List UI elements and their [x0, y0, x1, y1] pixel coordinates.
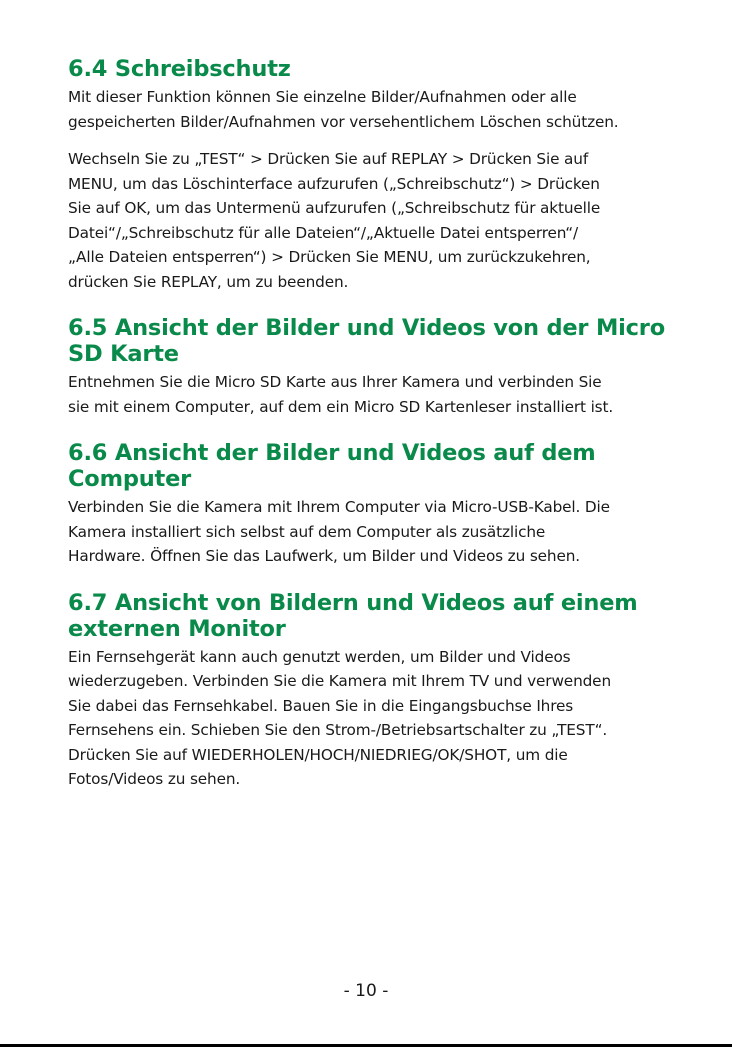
section-schreibschutz: [68, 56, 700, 294]
text-line: Fernsehens ein. Schieben Sie den Strom-/Betriebsartschalter zu „TEST“.: [68, 721, 608, 739]
text-line: Ein Fernsehgerät kann auch genutzt werden, um Bilder und Videos: [68, 647, 571, 666]
heading-line: 6.6 Ansicht der Bilder und Videos auf dem: [68, 440, 596, 466]
text-line: Sie dabei das Fernsehkabel. Bauen Sie in die Eingangsbuchse Ihres: [68, 696, 574, 715]
section-externer-monitor: [68, 590, 700, 792]
page-number: - 10 -: [343, 981, 389, 1001]
text-line: „Alle Dateien entsperren“) > Drücken Sie MENU, um zurückzukehren,: [68, 248, 591, 266]
paragraph: [68, 85, 700, 134]
section-heading: [68, 590, 700, 642]
heading-line: Computer: [68, 466, 192, 492]
text-line: Wechseln Sie zu „TEST“ > Drücken Sie auf REPLAY > Drücken Sie auf: [68, 150, 589, 168]
text-line: wiederzugeben. Verbinden Sie die Kamera mit Ihrem TV und verwenden: [68, 672, 611, 690]
section-heading: [68, 315, 700, 367]
heading-line: 6.4 Schreibschutz: [68, 56, 291, 82]
paragraph: [68, 645, 700, 792]
heading-line: SD Karte: [68, 341, 179, 367]
text-line: Verbinden Sie die Kamera mit Ihrem Computer via Micro-USB-Kabel. Die: [68, 498, 610, 516]
heading-line: 6.7 Ansicht von Bildern und Videos auf einem: [68, 589, 638, 616]
text-line: Entnehmen Sie die Micro SD Karte aus Ihrer Kamera und verbinden Sie: [68, 373, 602, 391]
text-line: Hardware. Öffnen Sie das Laufwerk, um Bilder und Videos zu sehen.: [68, 547, 580, 565]
text-line: sie mit einem Computer, auf dem ein Micro SD Kartenleser installiert ist.: [68, 397, 614, 416]
text-line: Kamera installiert sich selbst auf dem Computer als zusätzliche: [68, 522, 546, 541]
heading-line: 6.5 Ansicht der Bilder und Videos von der Micro: [68, 315, 665, 341]
text-line: drücken Sie REPLAY, um zu beenden.: [68, 272, 349, 291]
text-line: Drücken Sie auf WIEDERHOLEN/HOCH/NIEDRIEG/OK/SHOT, um die: [68, 745, 568, 764]
document-page: [68, 56, 700, 792]
text-line: Datei“/„Schreibschutz für alle Dateien“/„Aktuelle Datei entsperren“/: [68, 223, 578, 242]
paragraph: [68, 147, 700, 294]
heading-line: externen Monitor: [68, 615, 286, 642]
text-line: Sie auf OK, um das Untermenü aufzurufen („Schreibschutz für aktuelle: [68, 199, 601, 217]
section-computer: [68, 440, 700, 569]
text-line: Mit dieser Funktion können Sie einzelne Bilder/Aufnahmen oder alle: [68, 88, 577, 106]
section-micro-sd-karte: [68, 315, 700, 419]
text-line: Fotos/Videos zu sehen.: [68, 770, 241, 788]
paragraph: [68, 495, 700, 569]
paragraph: [68, 370, 700, 419]
text-line: gespeicherten Bilder/Aufnahmen vor versehentlichem Löschen schützen.: [68, 112, 619, 131]
section-heading: [68, 440, 700, 492]
section-heading: [68, 56, 700, 82]
text-line: MENU, um das Löschinterface aufzurufen („Schreibschutz“) > Drücken: [68, 174, 600, 193]
